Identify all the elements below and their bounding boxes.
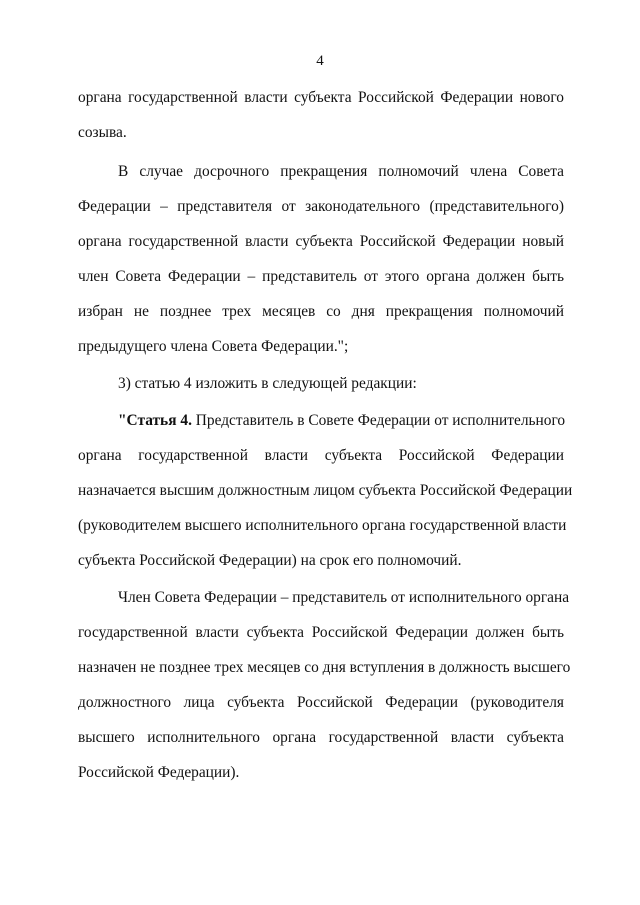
paragraph-member-appointment — [78, 580, 571, 790]
text-line: органа государственной власти субъекта Российской Федерации — [78, 447, 564, 464]
text-line: Российской Федерации). — [78, 764, 240, 781]
text-line: 3) статью 4 изложить в следующей редакции: — [118, 375, 417, 392]
paragraph-article-instruction — [78, 366, 564, 401]
paragraph-continuation — [78, 80, 564, 150]
document-body — [78, 80, 573, 790]
text-line: должностного лица субъекта Российской Федерации (руководителя — [78, 694, 564, 711]
paragraph-article-4 — [78, 403, 573, 578]
text-line: назначается высшим должностным лицом субъекта Российской Федерации — [78, 482, 573, 499]
text-line: субъекта Российской Федерации) на срок его полномочий. — [78, 552, 462, 569]
page-number: 4 — [316, 53, 324, 69]
text-line: государственной власти субъекта Российской Федерации должен быть — [78, 624, 564, 641]
text-line-with-heading — [78, 403, 564, 438]
text-line: избран не позднее трех месяцев со дня прекращения полномочий — [78, 303, 564, 320]
text-fragment: Представитель в Совете Федерации от исполнительного — [191, 412, 566, 429]
text-line: член Совета Федерации – представитель от этого органа должен быть — [78, 268, 564, 285]
text-line: (руководителем высшего исполнительного органа государственной власти — [78, 517, 567, 534]
paragraph-early-termination — [78, 154, 564, 364]
text-line: органа государственной власти субъекта Российской Федерации нового — [78, 89, 564, 106]
text-line: В случае досрочного прекращения полномочий члена Совета — [118, 163, 564, 180]
text-line: Член Совета Федерации – представитель от исполнительного органа — [118, 589, 570, 606]
text-line: предыдущего члена Совета Федерации."; — [78, 338, 349, 355]
text-line: созыва. — [78, 124, 127, 141]
text-line: Федерации – представителя от законодательного (представительного) — [78, 198, 564, 215]
text-line: назначен не позднее трех месяцев со дня вступления в должность высшего — [78, 659, 571, 676]
article-heading: "Статья 4. — [118, 412, 192, 429]
text-line: органа государственной власти субъекта Российской Федерации новый — [78, 233, 564, 250]
text-line: высшего исполнительного органа государственной власти субъекта — [78, 729, 564, 746]
